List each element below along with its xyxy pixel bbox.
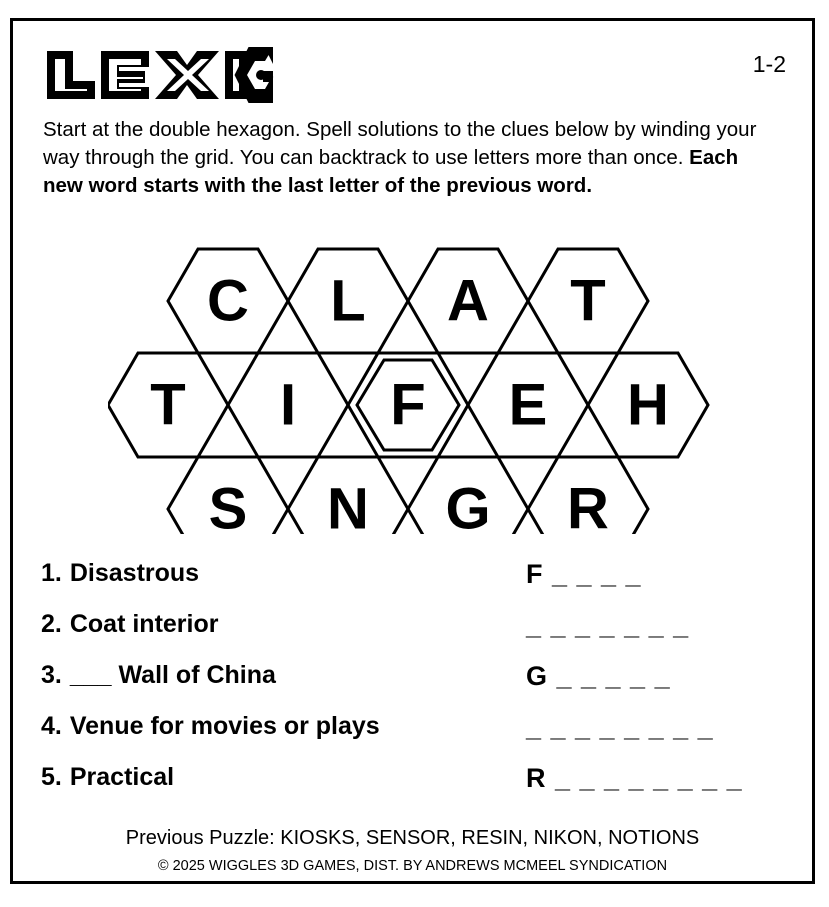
puzzle-card <box>10 18 815 884</box>
clue-answer-blanks: F _ _ _ _ <box>526 559 642 589</box>
instructions-part-2: Each new word starts with the last letter of the previous word. <box>43 146 739 198</box>
hex-letter: E <box>508 372 548 438</box>
clue-row <box>41 661 791 712</box>
clue-number: 1. <box>41 559 62 587</box>
previous-puzzle-answers: Previous Puzzle: KIOSKS, SENSOR, RESIN, NIKON, NOTIONS <box>125 827 700 849</box>
clue-answer-blanks: G _ _ _ _ _ <box>526 661 671 691</box>
instructions <box>43 116 783 200</box>
clue-row <box>41 763 791 814</box>
puzzle-number: 1-2 <box>752 51 786 77</box>
registered-trademark: ® <box>263 69 274 85</box>
hex-letter: T <box>150 372 186 438</box>
clue-answer-blanks: R _ _ _ _ _ _ _ _ <box>526 763 743 793</box>
clue-row <box>41 712 791 763</box>
clue-number: 3. <box>41 661 62 689</box>
clue-number: 5. <box>41 763 62 791</box>
hex-letter: G <box>445 476 491 534</box>
copyright-notice: © 2025 WIGGLES 3D GAMES, DIST. BY ANDREWS MCMEEL SYNDICATION <box>157 858 668 874</box>
hex-letter: A <box>447 268 489 334</box>
hex-letter: I <box>279 372 297 438</box>
hex-letter-start: F <box>390 372 426 438</box>
clue-list <box>41 559 791 814</box>
hex-letter: N <box>327 476 369 534</box>
instructions-part-1: Start at the double hexagon. Spell solutions to the clues below by winding your way through the grid. You can backtrack to use letters more than once. <box>43 118 757 170</box>
clue-row <box>41 610 791 661</box>
hex-letter: R <box>567 476 609 534</box>
clue-answer-blanks: _ _ _ _ _ _ _ <box>526 610 690 640</box>
clue-text: Practical <box>69 763 175 791</box>
clue-number: 4. <box>41 712 62 740</box>
hex-letter: C <box>207 268 249 334</box>
clue-text: Venue for movies or plays <box>69 712 380 740</box>
clue-text: ___ Wall of China <box>69 661 276 689</box>
clue-text: Disastrous <box>69 559 200 587</box>
hex-letter: H <box>627 372 669 438</box>
clue-answer-blanks: _ _ _ _ _ _ _ _ <box>526 712 714 742</box>
hex-grid <box>108 229 728 534</box>
lexigo-logo <box>43 47 273 103</box>
hex-letter: T <box>570 268 606 334</box>
hex-letter: L <box>330 268 366 334</box>
clue-number: 2. <box>41 610 62 638</box>
clue-row <box>41 559 791 610</box>
hex-letter: S <box>208 476 248 534</box>
clue-text: Coat interior <box>69 610 219 638</box>
